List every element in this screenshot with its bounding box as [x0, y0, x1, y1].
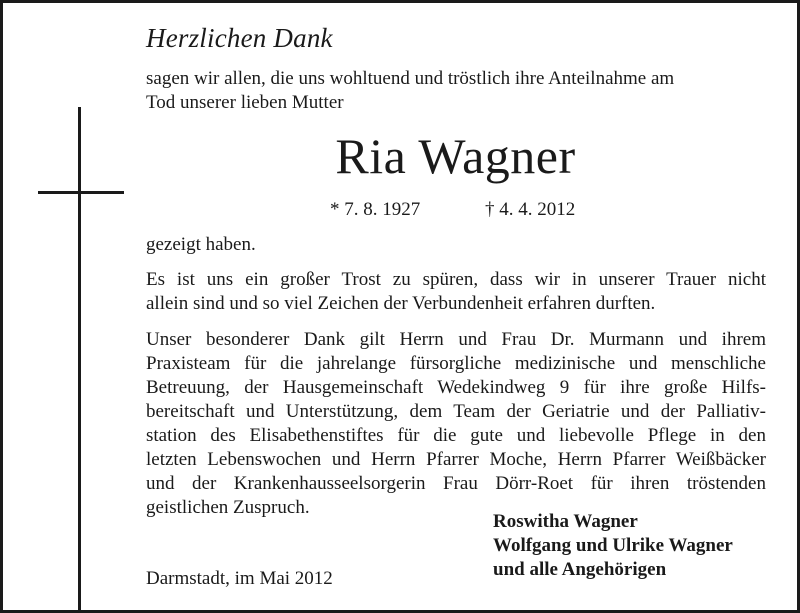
paragraph-line: Praxisteam für die jahrelange fürsorgliche medizinische und menschliche	[146, 353, 766, 374]
intro-line: sagen wir allen, die uns wohltuend und tröstlich ihre Anteilnahme am	[146, 68, 675, 89]
cross-horizontal-bar	[38, 191, 124, 194]
heading: Herzlichen Dank	[146, 23, 333, 53]
intro-text	[146, 67, 674, 115]
paragraph-line: geistlichen Zuspruch.	[146, 497, 310, 518]
paragraph-line: Unser besonderer Dank gilt Herrn und Frau Dr. Murmann und ihrem	[146, 329, 766, 350]
paragraph-line: Betreuung, der Hausgemeinschaft Wedekindweg 9 für ihre große Hilfs-	[146, 377, 766, 398]
paragraph-line: gezeigt haben.	[146, 234, 256, 255]
paragraph-line: bereitschaft und Unterstützung, dem Team der Geriatrie und der Palliativ-	[146, 401, 766, 422]
birth-date: * 7. 8. 1927	[330, 199, 421, 220]
paragraph-line: allein sind und so viel Zeichen der Verbundenheit erfahren durften.	[146, 293, 656, 314]
paragraph-line: Es ist uns ein großer Trost zu spüren, dass wir in unserer Trauer nicht	[146, 269, 766, 290]
paragraph-line: und der Krankenhausseelsorgerin Frau Dörr-Roet für ihren tröstenden	[146, 473, 766, 494]
deceased-name: Ria Wagner	[335, 128, 576, 184]
signer-name: und alle Angehörigen	[493, 559, 667, 580]
death-date: † 4. 4. 2012	[485, 199, 576, 220]
paragraph-1	[146, 233, 766, 257]
paragraph-2	[146, 268, 766, 316]
signer-name: Roswitha Wagner	[493, 511, 638, 532]
signer-name: Wolfgang und Ulrike Wagner	[493, 535, 733, 556]
place-date: Darmstadt, im Mai 2012	[146, 568, 333, 589]
paragraph-line: letzten Lebenswochen und Herrn Pfarrer Moche, Herrn Pfarrer Weißbäcker	[146, 449, 766, 470]
signers-block	[493, 510, 733, 582]
paragraph-3	[146, 328, 766, 520]
intro-line: Tod unserer lieben Mutter	[146, 92, 344, 113]
paragraph-line: station des Elisabethenstiftes für die gute und liebevolle Pflege in den	[146, 425, 766, 446]
deceased-name-row	[3, 127, 800, 185]
